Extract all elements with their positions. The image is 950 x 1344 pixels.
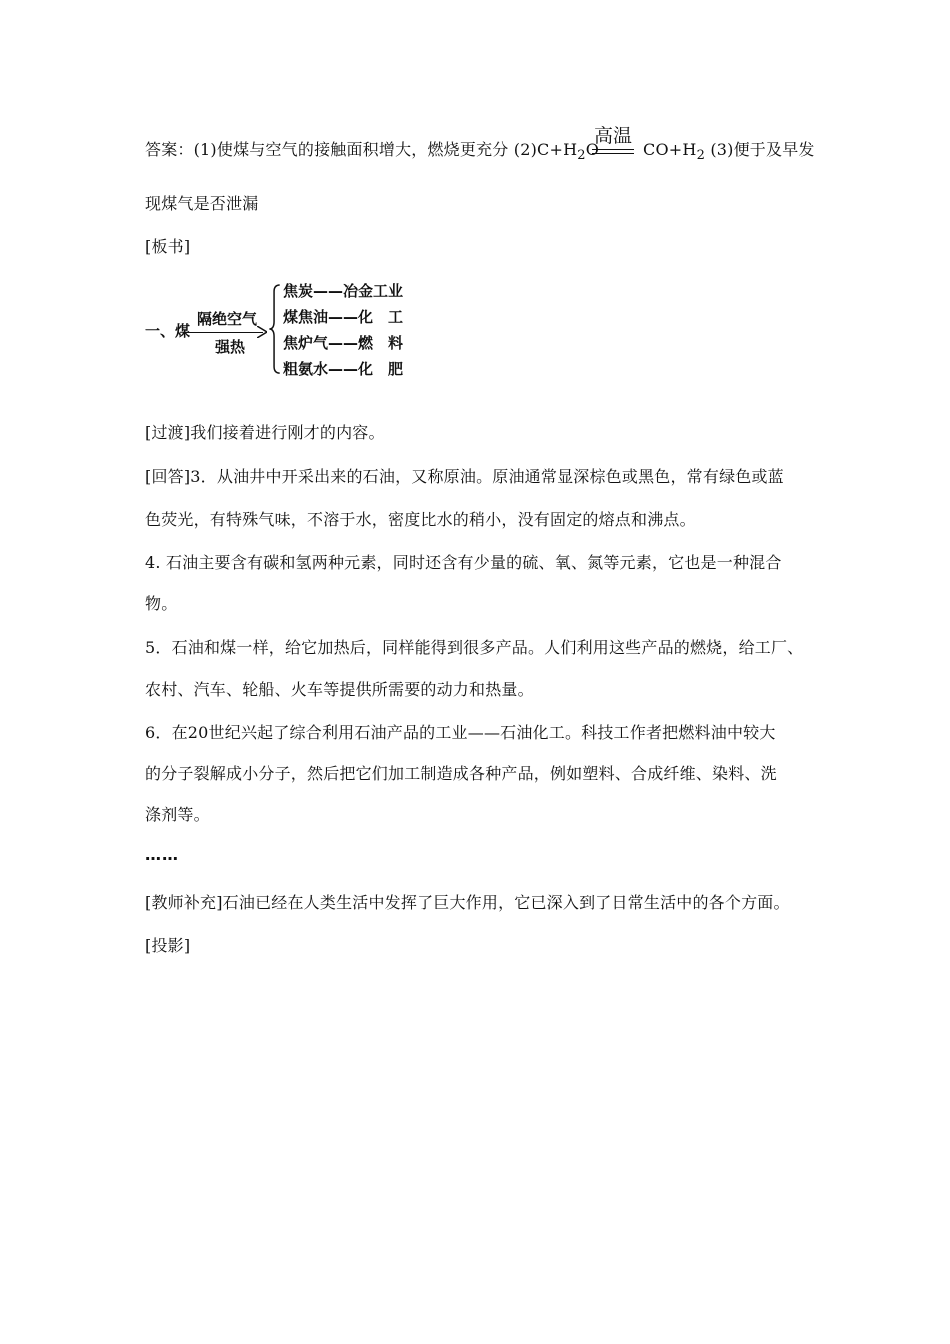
oxygen-symbol: O: [585, 140, 600, 159]
reaction-condition: 高温: [593, 125, 632, 147]
diagram-condition-top: 隔绝空气: [197, 310, 258, 328]
h2-subscript: 2: [696, 148, 706, 164]
diagram-arrow: [183, 332, 263, 333]
projection-label: [投影]: [145, 936, 191, 955]
answer-suffix: (3)便于及早发: [705, 140, 815, 159]
equation-bar-bottom: [592, 153, 634, 154]
ellipsis: ……: [145, 845, 179, 864]
product-row-3: 焦炉气——燃 料: [283, 334, 404, 352]
answer-line-1: [145, 140, 815, 166]
diagram-condition-bottom: 强热: [215, 338, 246, 356]
answer-line-2: 现煤气是否泄漏: [145, 194, 259, 213]
arrow-head-icon: [257, 326, 267, 338]
answer-prefix: 答案：(1)使煤与空气的接触面积增大，燃烧更充分 (2)C+H: [145, 140, 578, 159]
para-answer-4b: 物。: [145, 594, 178, 613]
products-co-h: CO+H: [643, 140, 697, 159]
brace-icon: [269, 284, 281, 374]
para-answer-6c: 涤剂等。: [145, 805, 210, 824]
diagram-root: 一、煤: [145, 322, 191, 340]
product-row-1: 焦炭——冶金工业: [283, 282, 404, 300]
product-row-4: 粗氨水——化 肥: [283, 360, 404, 378]
coal-diagram: [145, 282, 435, 382]
para-answer-6b: 的分子裂解成小分子，然后把它们加工制造成各种产品，例如塑料、合成纤维、染料、洗: [145, 764, 777, 783]
para-answer-5b: 农村、汽车、轮船、火车等提供所需要的动力和热量。: [145, 680, 534, 699]
para-answer-5a: 5．石油和煤一样，给它加热后，同样能得到很多产品。人们利用这些产品的燃烧，给工厂、: [145, 638, 804, 657]
para-transition: [过渡]我们接着进行刚才的内容。: [145, 423, 385, 442]
teacher-note: [教师补充]石油已经在人类生活中发挥了巨大作用，它已深入到了日常生活中的各个方面。: [145, 893, 790, 912]
para-answer-3b: 色荧光，有特殊气味，不溶于水，密度比水的稍小，没有固定的熔点和沸点。: [145, 510, 696, 529]
board-label: [板书]: [145, 237, 191, 256]
product-row-2: 煤焦油——化 工: [283, 308, 404, 326]
para-answer-6a: 6．在20世纪兴起了综合利用石油产品的工业——石油化工。科技工作者把燃料油中较大: [145, 723, 776, 742]
h2o-subscript: 2: [577, 148, 586, 164]
para-answer-3a: [回答]3．从油井中开采出来的石油，又称原油。原油通常显深棕色或黑色，常有绿色或蓝: [145, 467, 784, 486]
para-answer-4a: 4. 石油主要含有碳和氢两种元素，同时还含有少量的硫、氧、氮等元素，它也是一种混合: [145, 553, 782, 572]
equation-bar-top: [592, 149, 634, 150]
